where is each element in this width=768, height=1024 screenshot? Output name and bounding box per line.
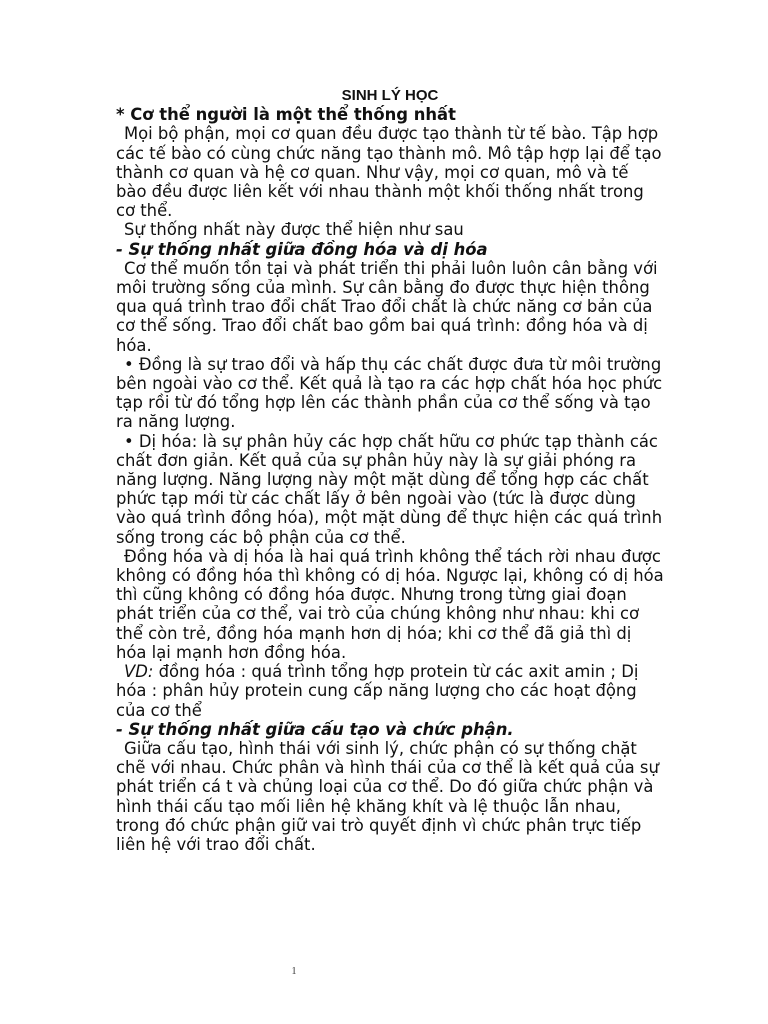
document-body <box>116 86 664 854</box>
example-text: đồng hóa : quá trình tổng hợp protein từ các axit amin ; Dị hóa : phân hủy protein cung cấp năng lượng cho các hoạt động của cơ thể <box>116 662 639 720</box>
paragraph-structure-function: Giữa cấu tạo, hình thái với sinh lý, chức phận có sự thống chặt chẽ với nhau. Chức phân và hình thái của cơ thể là kết quả của sự phát triển cá t và chủng loại của cơ thể. Do đó giữa chức phận và hình thái cấu tạo mối liên hệ khăng khít và lệ thuộc lẫn nhau, trong đó chức phận giữ vai trò quyết định vì chức phân trực tiếp liên hệ với trao đổi chất. <box>116 738 659 854</box>
example-label: VD: <box>124 662 154 682</box>
paragraph-relationship: Đồng hóa và dị hóa là hai quá trình không thể tách rời nhau được không có đồng hóa thì không có dị hóa. Ngược lại, không có dị hóa thì cũng không có đồng hóa được. Nhưng trong từng giai đoạn phát triển của cơ thể, vai trò của chúng không như nhau: khi cơ thể còn trẻ, đồng hóa mạnh hơn dị hóa; khi cơ thể đã giả thì dị hóa lại mạnh hơn đồng hóa. <box>116 546 664 662</box>
page-title: SINH LÝ HỌC <box>341 87 439 104</box>
subheading-anabolism-catabolism: - Sự thống nhất giữa đồng hóa và dị hóa <box>116 239 488 259</box>
bullet-catabolism: • Dị hóa: là sự phân hủy các hợp chất hữu cơ phức tạp thành các chất đơn giản. Kết quả của sự phân hủy này là sự giải phóng ra năng lượng. Năng lượng này một mặt dùng để tổng hợp các chất phức tạp mới từ các chất lấy ở bên ngoài vào (tức là được dùng vào quá trình đồng hóa), một mặt dùng để thực hiện các quá trình sống trong các bộ phận của cơ thể. <box>116 431 663 547</box>
bullet-anabolism: • Đồng là sự trao đổi và hấp thụ các chất được đưa từ môi trường bên ngoài vào cơ thể. Kết quả là tạo ra các hợp chất hóa học phức tạp rồi từ đó tổng hợp lên các thành phần của cơ thể sống và tạo ra năng lượng. <box>116 354 663 432</box>
section-heading: * Cơ thể người là một thể thống nhất <box>116 105 456 125</box>
subheading-structure-function: - Sự thống nhất giữa cấu tạo và chức phận. <box>116 719 514 739</box>
paragraph-metabolism: Cơ thể muốn tồn tại và phát triển thi phải luôn luôn cân bằng với môi trường sống của mình. Sự cân bằng đo được thực hiện thông qua quá trình trao đổi chất Trao đổi chất là chức năng cơ bản của cơ thể sống. Trao đổi chất bao gồm bai quá trình: đồng hóa và dị hóa. <box>116 258 658 355</box>
example-paragraph <box>116 662 664 720</box>
intro-line: Sự thống nhất này được thể hiện như sau <box>124 220 464 240</box>
intro-paragraph: Mọi bộ phận, mọi cơ quan đều được tạo thành từ tế bào. Tập hợp các tế bào có cùng chức năng tạo thành mô. Mô tập hợp lại để tạo thành cơ quan và hệ cơ quan. Như vậy, mọi cơ quan, mô và tế bào đều được liên kết với nhau thành một khối thống nhất trong cơ thể. <box>116 124 662 221</box>
page-number: 1 <box>291 966 297 977</box>
